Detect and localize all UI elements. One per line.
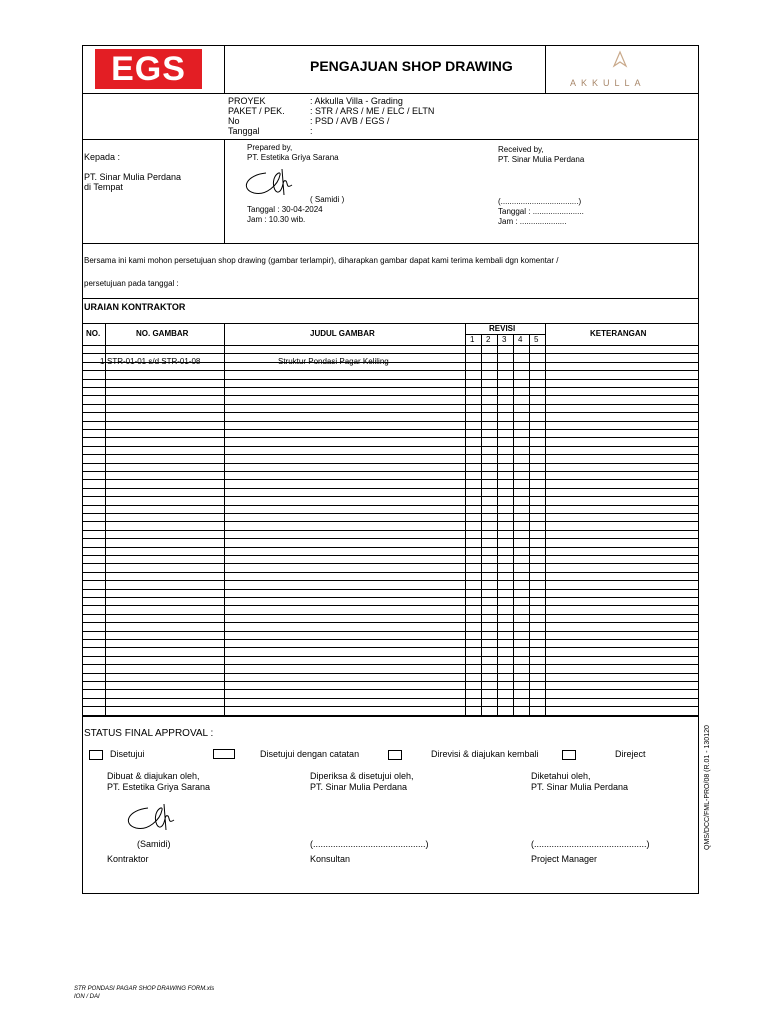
revisi-5: 5 <box>534 335 539 344</box>
table-row-line <box>82 404 699 405</box>
option-disetujui-catatan: Disetujui dengan catatan <box>260 749 360 759</box>
table-row-line <box>82 370 699 371</box>
table-row-line <box>82 656 699 657</box>
table-row-line <box>82 446 699 447</box>
table-col-line <box>465 323 466 716</box>
col1-line1: Dibuat & diajukan oleh, <box>107 771 200 781</box>
table-row-line <box>82 706 699 707</box>
checkbox-disetujui[interactable] <box>89 750 103 760</box>
table-row-line <box>82 513 699 514</box>
message-line1: Bersama ini kami mohon persetujuan shop drawing (gambar terlampir), diharapkan gambar dapat kami terima kembali dgn komentar / <box>84 256 559 265</box>
paket-label: PAKET / PEK. <box>228 106 285 116</box>
revisi-3: 3 <box>502 335 507 344</box>
no-label: No <box>228 116 240 126</box>
table-row-line <box>82 698 699 699</box>
section-title: URAIAN KONTRAKTOR <box>84 302 186 312</box>
tanggal-value: : <box>310 126 313 136</box>
revisi-2: 2 <box>486 335 491 344</box>
table-row-line <box>82 362 699 363</box>
page-title: PENGAJUAN SHOP DRAWING <box>310 58 513 74</box>
table-row-line <box>82 454 699 455</box>
table-row-line <box>82 437 699 438</box>
received-date: Tanggal : ....................... <box>498 207 584 216</box>
col1-role: Kontraktor <box>107 854 149 864</box>
table-row-line <box>82 421 699 422</box>
option-direject: Direject <box>615 749 646 759</box>
table-row-line <box>82 429 699 430</box>
checkbox-disetujui-catatan[interactable] <box>213 749 235 759</box>
table-row-line <box>82 681 699 682</box>
proyek-label: PROYEK <box>228 96 266 106</box>
table-col-line <box>513 334 514 716</box>
addressee-place: di Tempat <box>84 182 123 192</box>
table-row-line <box>82 563 699 564</box>
table-row-line <box>82 488 699 489</box>
table-col-line <box>545 323 546 716</box>
header-divider-left <box>224 45 225 93</box>
prepared-date: Tanggal : 30-04-2024 <box>247 205 323 214</box>
kepada-label: Kepada : <box>84 152 121 162</box>
table-row-line <box>82 647 699 648</box>
col3-line2: PT. Sinar Mulia Perdana <box>531 782 629 792</box>
col1-name: (Samidi) <box>137 839 171 849</box>
col-no-header: NO. <box>86 329 101 338</box>
received-time: Jam : ..................... <box>498 217 567 226</box>
akkulla-logo-text: AKKULLA <box>570 78 646 88</box>
table-row-line <box>82 521 699 522</box>
approval-title: STATUS FINAL APPROVAL : <box>84 728 214 739</box>
col-revisi-header: REVISI <box>489 324 516 333</box>
table-row-line <box>82 614 699 615</box>
footer-file: STR PONDASI PAGAR SHOP DRAWING FORM.xls <box>74 986 215 992</box>
table-row-line <box>82 555 699 556</box>
form-code: QMS/DCC/FML-PRO/08 (R.01 - 130120 <box>704 725 711 850</box>
col3-line1: Diketahui oleh, <box>531 771 591 781</box>
table-col-line <box>105 323 106 716</box>
option-disetujui: Disetujui <box>110 749 145 759</box>
table-row-line <box>82 639 699 640</box>
col3-name: (.............................................) <box>531 839 650 849</box>
footer-sub: ION / DAI <box>74 994 100 1000</box>
header-divider-right <box>545 45 546 93</box>
col3-role: Project Manager <box>531 854 598 864</box>
table-row-line <box>82 471 699 472</box>
option-direvisi: Direvisi & diajukan kembali <box>431 749 539 759</box>
table-row-line <box>82 353 699 354</box>
table-col-line <box>529 334 530 716</box>
col2-line1: Diperiksa & disetujui oleh, <box>310 771 414 781</box>
table-row-line <box>82 589 699 590</box>
col-nogambar-header: NO. GAMBAR <box>136 329 189 338</box>
received-name: (...................................) <box>498 197 582 206</box>
revisi-4: 4 <box>518 335 523 344</box>
table-row-line <box>82 387 699 388</box>
table-row-line <box>82 605 699 606</box>
row1-nogambar: STR-01-01 s/d STR-01-08 <box>107 357 201 366</box>
col-judul-header: JUDUL GAMBAR <box>310 329 375 338</box>
tanggal-label: Tanggal <box>228 126 260 136</box>
proyek-value: : Akkulla Villa - Grading <box>310 96 403 106</box>
table-row-line <box>82 412 699 413</box>
table-row-line <box>82 538 699 539</box>
table-row-line <box>82 572 699 573</box>
table-row-line <box>82 547 699 548</box>
no-value: : PSD / AVB / EGS / <box>310 116 390 126</box>
paket-value: : STR / ARS / ME / ELC / ELTN <box>310 106 435 116</box>
table-row-line <box>82 530 699 531</box>
col2-line2: PT. Sinar Mulia Perdana <box>310 782 408 792</box>
prepared-label: Prepared by, <box>247 143 293 152</box>
table-row-line <box>82 597 699 598</box>
table-row-line <box>82 463 699 464</box>
approval-signature-icon <box>118 800 188 836</box>
received-label: Received by, <box>498 145 544 154</box>
table-row-line <box>82 673 699 674</box>
revisi-1: 1 <box>470 335 475 344</box>
table-row-line <box>82 505 699 506</box>
col1-line2: PT. Estetika Griya Sarana <box>107 782 211 792</box>
prepared-signature-icon <box>236 165 306 201</box>
col2-role: Konsultan <box>310 854 351 864</box>
prepared-time: Jam : 10.30 wib. <box>247 215 306 224</box>
table-col-line <box>481 334 482 716</box>
table-row-line <box>82 689 699 690</box>
checkbox-direvisi[interactable] <box>388 750 402 760</box>
addressee-company: PT. Sinar Mulia Perdana <box>84 172 182 182</box>
table-row-line <box>82 580 699 581</box>
egs-logo: EGS <box>95 49 202 89</box>
table-col-line <box>497 334 498 716</box>
checkbox-direject[interactable] <box>562 750 576 760</box>
table-row-line <box>82 395 699 396</box>
row1-no: 1 <box>100 357 105 366</box>
prepared-company: PT. Estetika Griya Sarana <box>247 153 339 162</box>
table-col-line <box>224 323 225 716</box>
row1-judul: Struktur Pondasi Pagar Keliling <box>278 357 389 366</box>
prepared-name: ( Samidi ) <box>310 195 345 204</box>
col-keterangan-header: KETERANGAN <box>590 329 647 338</box>
received-company: PT. Sinar Mulia Perdana <box>498 155 585 164</box>
table-row-line <box>82 496 699 497</box>
table-row-line <box>82 631 699 632</box>
table-row-line <box>82 622 699 623</box>
col2-name: (.............................................) <box>310 839 429 849</box>
table-row-line <box>82 379 699 380</box>
table-row-line <box>82 479 699 480</box>
message-line2: persetujuan pada tanggal : <box>84 279 179 288</box>
table-row-line <box>82 664 699 665</box>
